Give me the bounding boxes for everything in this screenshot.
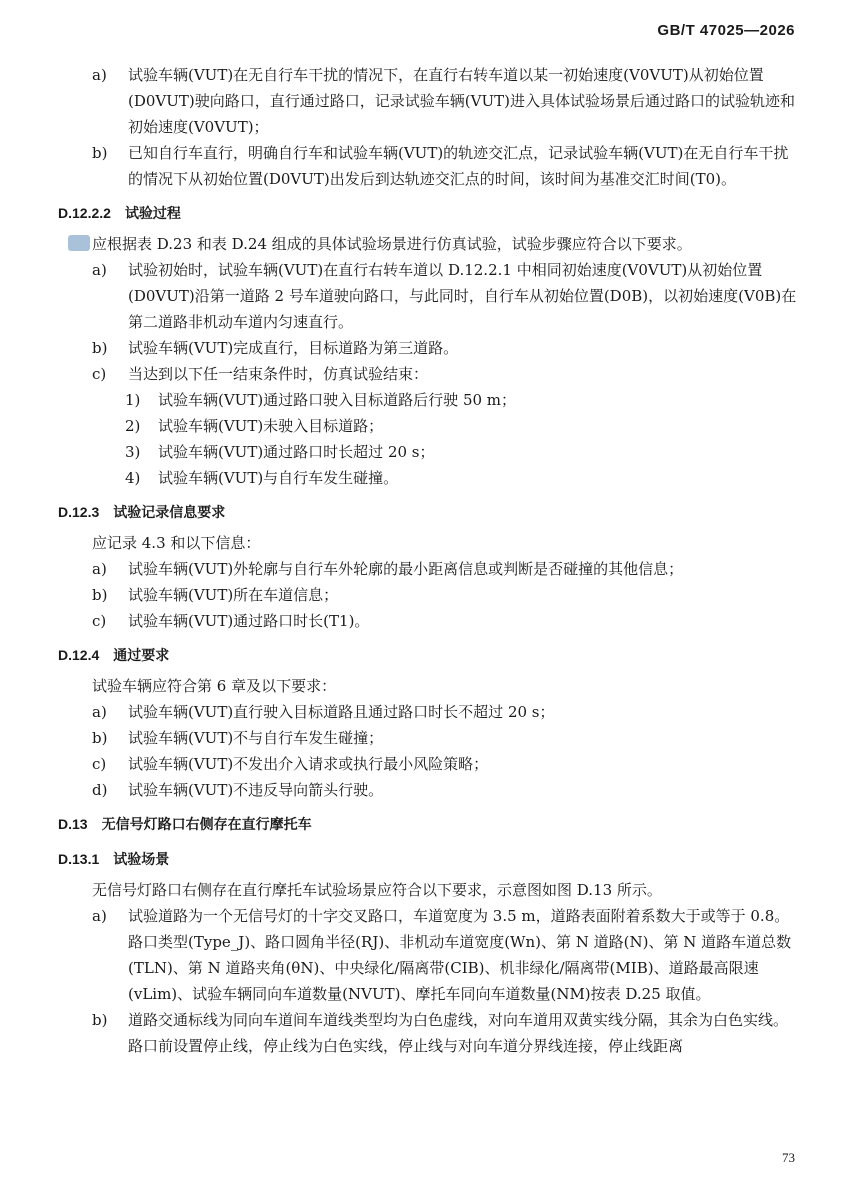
list-label: 3) bbox=[125, 443, 141, 461]
list-label: c) bbox=[92, 755, 107, 773]
list-item bbox=[58, 751, 798, 777]
paragraph-text: 应记录 4.3 和以下信息： bbox=[92, 534, 261, 552]
list-label: b) bbox=[92, 586, 108, 604]
standard-number: GB/T 47025—2026 bbox=[657, 22, 795, 39]
sub-list-item bbox=[58, 387, 798, 413]
section-title: 试验场景 bbox=[113, 852, 170, 868]
list-item bbox=[58, 556, 798, 582]
list-text: 试验车辆(VUT)在无自行车干扰的情况下，在直行右转车道以某一初始速度(V0VUT)从初始位置(D0VUT)驶向路口，直行通过路口，记录试验车辆(VUT)进入具体试验场景后通过路口的试验轨迹和初始速度(V0VUT)； bbox=[128, 66, 795, 136]
list-text: 试验车辆(VUT)不发出介入请求或执行最小风险策略； bbox=[128, 755, 489, 773]
list-text: 试验车辆(VUT)通过路口时长(T1)。 bbox=[128, 612, 370, 630]
list-text: 试验道路为一个无信号灯的十字交叉路口，车道宽度为 3.5 m，道路表面附着系数大于或等于 0.8。路口类型(Type_J)、路口圆角半径(RJ)、非机动车道宽度(Wn)、第 N 道路(N)、第 N 道路车道总数(TLN)、第 N 道路夹角(θN)、中央绿化/隔离带(CIB)、机非绿化/隔离带(MIB)、道路最高限速(vLim)、试验车辆同向车道数量(NVUT)、摩托车同向车道数量(NM)按表 D.25 取值。 bbox=[128, 907, 792, 1003]
section-title: 无信号灯路口右侧存在直行摩托车 bbox=[101, 817, 312, 833]
section-heading bbox=[58, 200, 798, 227]
list-text: 试验车辆(VUT)不与自行车发生碰撞； bbox=[128, 729, 384, 747]
list-label: b) bbox=[92, 1011, 108, 1029]
list-label: 1) bbox=[125, 391, 141, 409]
list-text: 试验车辆(VUT)未驶入目标道路； bbox=[158, 417, 384, 435]
paragraph bbox=[58, 231, 798, 257]
list-label: b) bbox=[92, 339, 108, 357]
sub-list-item bbox=[58, 465, 798, 491]
list-item bbox=[58, 62, 798, 140]
section-number: D.12.3 bbox=[58, 504, 100, 520]
paragraph bbox=[58, 530, 798, 556]
list-text: 试验车辆(VUT)完成直行，目标道路为第三道路。 bbox=[128, 339, 459, 357]
list-text: 试验车辆(VUT)通过路口驶入目标道路后行驶 50 m； bbox=[158, 391, 517, 409]
list-label: a) bbox=[92, 907, 107, 925]
list-label: d) bbox=[92, 781, 108, 799]
section-heading bbox=[58, 846, 798, 873]
page-number: 73 bbox=[782, 1150, 795, 1165]
list-text: 试验车辆(VUT)直行驶入目标道路且通过路口时长不超过 20 s； bbox=[128, 703, 555, 721]
list-text: 已知自行车直行，明确自行车和试验车辆(VUT)的轨迹交汇点，记录试验车辆(VUT)在无自行车干扰的情况下从初始位置(D0VUT)出发后到达轨迹交汇点的时间，该时间为基准交汇时间(T0)。 bbox=[128, 144, 789, 188]
paragraph-text: 试验车辆应符合第 6 章及以下要求： bbox=[92, 677, 337, 695]
list-item bbox=[58, 582, 798, 608]
list-text: 试验车辆(VUT)外轮廓与自行车外轮廓的最小距离信息或判断是否碰撞的其他信息； bbox=[128, 560, 684, 578]
list-text: 试验初始时，试验车辆(VUT)在直行右转车道以 D.12.2.1 中相同初始速度(V0VUT)从初始位置(D0VUT)沿第一道路 2 号车道驶向路口，与此同时，自行车从初始位置(D0B)，以初始速度(V0B)在第二道路非机动车道内匀速直行。 bbox=[128, 261, 797, 331]
list-label: a) bbox=[92, 703, 107, 721]
list-text: 当达到以下任一结束条件时，仿真试验结束： bbox=[128, 365, 429, 383]
section-number: D.12.2.2 bbox=[58, 205, 111, 221]
list-label: c) bbox=[92, 365, 107, 383]
list-label: 2) bbox=[125, 417, 141, 435]
section-title: 试验记录信息要求 bbox=[113, 505, 226, 521]
section-number: D.13.1 bbox=[58, 851, 100, 867]
list-text: 试验车辆(VUT)通过路口时长超过 20 s； bbox=[158, 443, 435, 461]
section-heading bbox=[58, 642, 798, 669]
list-item bbox=[58, 335, 798, 361]
section-title: 通过要求 bbox=[113, 648, 170, 664]
paragraph-text: 应根据表 D.23 和表 D.24 组成的具体试验场景进行仿真试验，试验步骤应符合以下要求。 bbox=[92, 235, 692, 253]
list-item bbox=[58, 608, 798, 634]
list-item bbox=[58, 699, 798, 725]
list-item bbox=[58, 1007, 798, 1059]
list-item bbox=[58, 257, 798, 335]
list-label: a) bbox=[92, 261, 107, 279]
section-title: 试验过程 bbox=[124, 206, 181, 222]
list-label: b) bbox=[92, 144, 108, 162]
section-heading bbox=[58, 499, 798, 526]
list-text: 道路交通标线为同向车道间车道线类型均为白色虚线，对向车道用双黄实线分隔，其余为白色实线。路口前设置停止线，停止线为白色实线，停止线与对向车道分界线连接，停止线距离 bbox=[128, 1011, 789, 1055]
list-text: 试验车辆(VUT)所在车道信息； bbox=[128, 586, 339, 604]
section-number: D.13 bbox=[58, 816, 88, 832]
list-item bbox=[58, 777, 798, 803]
list-label: a) bbox=[92, 560, 107, 578]
section-number: D.12.4 bbox=[58, 647, 100, 663]
list-text: 试验车辆(VUT)不违反导向箭头行驶。 bbox=[128, 781, 384, 799]
paragraph bbox=[58, 673, 798, 699]
section-heading bbox=[58, 811, 798, 838]
sub-list-item bbox=[58, 439, 798, 465]
list-label: 4) bbox=[125, 469, 141, 487]
paragraph-text: 无信号灯路口右侧存在直行摩托车试验场景应符合以下要求，示意图如图 D.13 所示。 bbox=[92, 881, 662, 899]
list-label: a) bbox=[92, 66, 107, 84]
annotation-badge-icon bbox=[68, 235, 90, 251]
list-text: 试验车辆(VUT)与自行车发生碰撞。 bbox=[158, 469, 399, 487]
document-body bbox=[58, 62, 798, 1059]
sub-list-item bbox=[58, 413, 798, 439]
list-item bbox=[58, 903, 798, 1007]
list-label: c) bbox=[92, 612, 107, 630]
list-item bbox=[58, 725, 798, 751]
paragraph bbox=[58, 877, 798, 903]
list-item bbox=[58, 140, 798, 192]
list-label: b) bbox=[92, 729, 108, 747]
list-item bbox=[58, 361, 798, 387]
